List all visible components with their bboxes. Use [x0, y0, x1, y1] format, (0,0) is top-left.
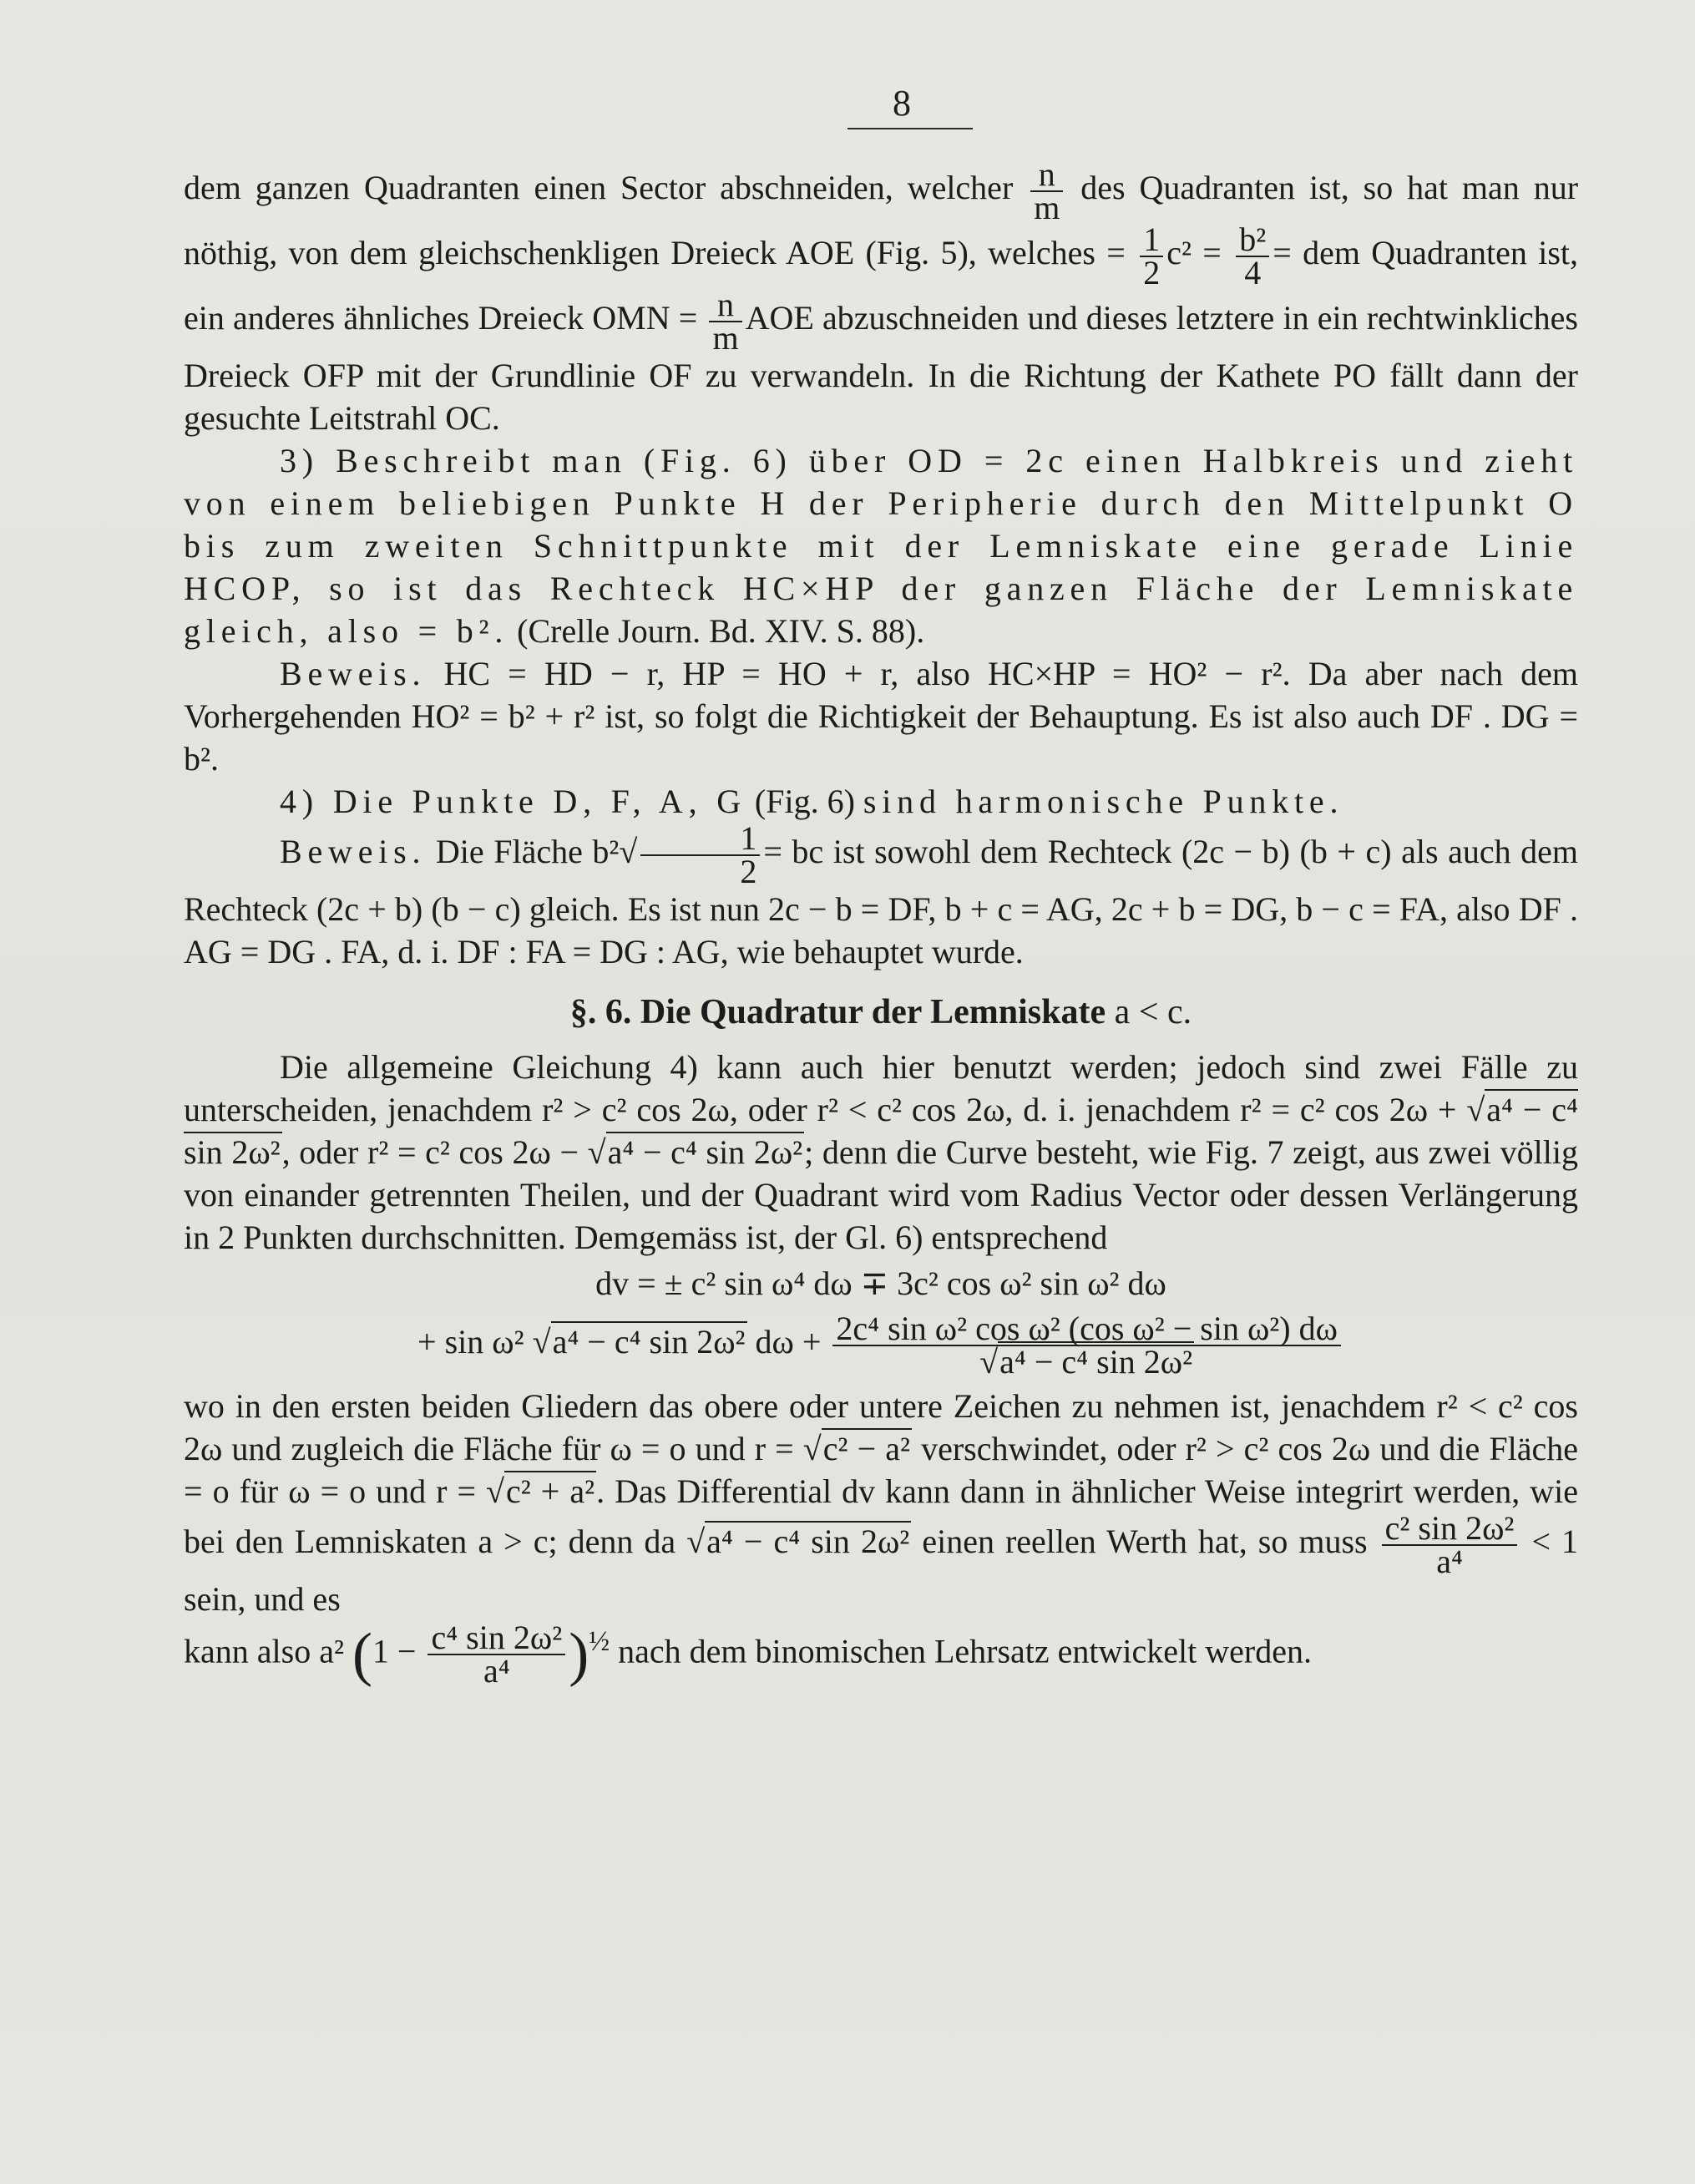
denominator: a⁴ [483, 1652, 510, 1690]
fraction-n-over-m-2 [709, 286, 741, 357]
fraction-one-half [640, 819, 760, 890]
fraction-condition [1382, 1509, 1518, 1580]
heading-title: §. 6. Die Quadratur der Lemniskate [569, 993, 1106, 1031]
radicand: c² + a² [506, 1472, 595, 1510]
paragraph-sign-conditions: wo in den ersten beiden Gliedern das obere oder untere Zeichen zu nehmen ist, jenachdem r² < c² cos 2ω und zugleich die Fläche für ω = o und r = √c² − a² verschwindet, oder r² > c² cos 2ω und die Fläche = o für ω = o und r = √c² + a². Das Differential dv kann dann in ähnlicher Weise integrirt werden, wie bei den Lemniskaten a > c; denn da √a⁴ − c⁴ sin 2ω² einen reellen Werth hat, so muss $\frac{\text{c² sin 2ω²}}{\text{a⁴}}$ < 1 sein, und es [184, 1387, 1579, 1618]
text: c² = [1166, 234, 1222, 272]
radicand: c² − a² [822, 1430, 910, 1467]
paragraph-proof-4 [184, 819, 1579, 973]
denominator: 4 [1244, 254, 1262, 291]
fraction-one-half [1140, 220, 1163, 291]
page-number: 8 [893, 83, 911, 124]
fraction-dv-term [832, 1310, 1341, 1381]
denominator: a⁴ [1436, 1543, 1463, 1580]
text: Die Fläche b²√ [435, 833, 638, 871]
paragraph-theorem-4 [184, 780, 1578, 823]
paragraph-general-equation: Die allgemeine Gleichung 4) kann auch hier benutzt werden; jedoch sind zwei Fälle zu unterscheiden, jenachdem r² > c² cos 2ω, oder r² < c² cos 2ω, d. i. jenachdem r² = c² cos 2ω + √a⁴ − c⁴ sin 2ω², oder r² = c² cos 2ω − √a⁴ − c⁴ sin 2ω²; denn die Curve besteht, wie Fig. 7 zeigt, aus zwei völlig von einander getrennten Theilen, und der Quadrant wird vom Radius Vector oder dessen Verlängerung in 2 Punkten durchschnitten. Demgemäss ist, der Gl. 6) entsprechend [184, 1048, 1579, 1256]
text: dem ganzen Quadranten einen Sector abschneiden, welcher [184, 169, 1014, 207]
paragraph-proof-3 [184, 652, 1578, 780]
text: < 1 sein, und es [184, 1523, 1579, 1618]
text: AOE abzuschneiden und dieses letztere in ein rechtwinkliches Dreieck OFP mit der Grundlinie OF zu verwandeln. In die Richtung der Kathete PO fällt dann der gesuchte Leitstrahl OC. [184, 299, 1578, 437]
text: dω + [755, 1323, 822, 1361]
paragraph-sector-construction [184, 155, 1579, 439]
numerator: 1 [1140, 224, 1163, 257]
theorem-text: 3) Beschreibt man (Fig. 6) über OD = 2c einen Halbkreis und zieht von einem beliebigen Punkte H der Peripherie durch den Mittelpunkt O bis zum zweiten Schnittpunkte mit der Lemniskate eine gerade Linie HCOP, so ist das Rechteck HC×HP der ganzen Fläche der Lemniskate gleich, also = b². [184, 442, 1578, 650]
text: , oder r² = c² cos 2ω − [281, 1133, 579, 1171]
radicand: a⁴ − c⁴ sin 2ω² [706, 1523, 910, 1561]
radicand: a⁴ − c⁴ sin 2ω² [607, 1133, 803, 1171]
text: verschwindet, oder r² > c² cos 2ω und die Fläche = o für ω = o und r = [184, 1430, 1578, 1510]
text: + sin ω² [417, 1323, 524, 1361]
numerator: 1 [640, 823, 760, 856]
left-paren: ( [352, 1620, 372, 1688]
text: kann also a² [184, 1632, 344, 1670]
text: 1 − [372, 1632, 417, 1670]
fraction-binomial-term [428, 1619, 565, 1690]
section-heading [184, 991, 1578, 1034]
citation: (Crelle Journ. Bd. XIV. S. 88). [517, 612, 925, 650]
text: = bc ist sowohl dem Rechteck (2c − b) (b + c) als auch dem Rechteck (2c + b) (b − c) gleich. Es ist nun 2c − b = DF, b + c = AG, 2c + b = DG, b − c = FA, also DF . AG = DG . FA, d. i. DF : FA = DG : AG, wie behauptet wurde. [184, 833, 1579, 970]
radicand: a⁴ − c⁴ sin 2ω² [184, 1091, 1578, 1171]
fraction-n-over-m [1030, 155, 1063, 226]
radicand: a⁴ − c⁴ sin 2ω² [999, 1343, 1193, 1381]
text: ; denn die Curve besteht, wie Fig. 7 zeigt, aus zwei völlig von einander getrennten Theilen, und der Quadrant wird vom Radius Vector oder dessen Verlängerung in 2 Punkten durchschnitten. Demgemäss ist, der Gl. 6) entsprechend [184, 1133, 1579, 1256]
numerator: c² sin 2ω² [1382, 1513, 1518, 1546]
denominator: 2 [740, 853, 757, 890]
proof-label: Beweis. [280, 655, 427, 692]
theorem-text: 4) Die Punkte D, F, A, G [280, 783, 746, 820]
fraction-b2-over-4 [1236, 220, 1269, 291]
proof-label: Beweis. [280, 833, 427, 871]
text: denn da [568, 1523, 676, 1561]
numerator: b² [1236, 224, 1269, 257]
numerator: n [1030, 159, 1063, 192]
radicand: a⁴ − c⁴ sin 2ω² [552, 1323, 746, 1361]
proof-text: HC = HD − r, HP = HO + r, also HC×HP = HO² − r². Da aber nach dem Vorhergehenden HO² = b² + r² ist, so folgt die Richtigkeit der Behauptung. Es ist also auch DF . DG = b². [184, 655, 1579, 778]
numerator: c⁴ sin 2ω² [428, 1622, 565, 1655]
text: = dem Quadranten ist, ein anderes ähnliches Dreieck OMN = [184, 234, 1579, 337]
figure-reference: (Fig. 6) [754, 783, 855, 820]
exponent: ½ [589, 1626, 610, 1657]
denominator: m [1034, 189, 1060, 226]
equation-dv-line-1: dv = ± c² sin ω⁴ dω ∓ 3c² cos ω² sin ω² dω [595, 1264, 1166, 1302]
numerator: n [709, 289, 741, 322]
paragraph-theorem-3 [184, 439, 1578, 652]
text: Die allgemeine Gleichung 4) kann auch hier benutzt werden; jedoch sind zwei Fälle zu unterscheiden, jenachdem r² > c² cos 2ω, oder r² < c² cos 2ω, d. i. jenachdem r² = c² cos 2ω + [184, 1048, 1578, 1128]
denominator: 2 [1143, 254, 1161, 291]
page-body [184, 155, 1579, 1690]
text: nach dem binomischen Lehrsatz entwickelt werden. [618, 1632, 1312, 1670]
right-paren: ) [569, 1620, 589, 1688]
theorem-text: sind harmonische Punkte. [863, 783, 1344, 820]
paragraph-binomial [184, 1619, 1578, 1690]
text: des Quadranten ist, so hat man nur nöthig, von dem gleichschenkligen Dreieck AOE (Fig. 5), welches = [184, 169, 1579, 272]
numerator: 2c⁴ sin ω² cos ω² (cos ω² − sin ω²) dω [832, 1313, 1341, 1346]
equation-dv-line-2: + sin ω² √a⁴ − c⁴ sin 2ω² dω + $\frac{\text{2c⁴ sin ω² cos ω² (cos ω² − sin ω²) dω}}{\text{√a⁴ − c⁴ sin 2ω²}}$ [184, 1313, 1578, 1378]
denominator: √a⁴ − c⁴ sin 2ω² [979, 1343, 1193, 1381]
page-number-rule [848, 128, 973, 129]
text: . Das Differential dv kann dann in ähnlicher Weise integrirt werden, wie bei den Lemniskaten a > c; [184, 1472, 1579, 1561]
heading-condition: a < c. [1114, 993, 1192, 1031]
text: einen reellen Werth hat, so muss [922, 1523, 1368, 1561]
denominator: m [712, 319, 739, 357]
text: wo in den ersten beiden Gliedern das obere oder untere Zeichen zu nehmen ist, jenachdem r² < c² cos 2ω und zugleich die Fläche für ω = o und r = [184, 1387, 1578, 1467]
